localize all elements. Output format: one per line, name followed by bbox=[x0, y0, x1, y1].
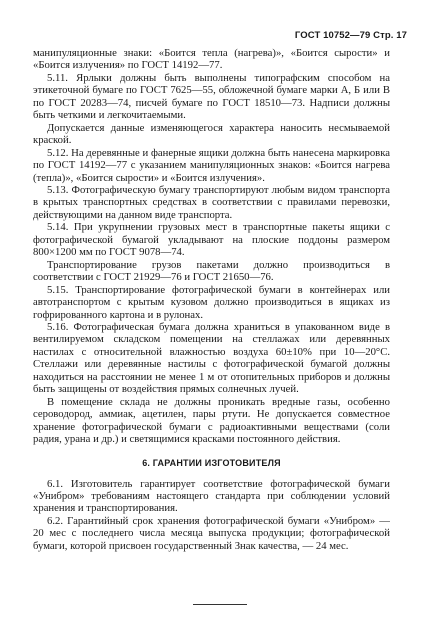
paragraph: В помещение склада не должны проникать вредные газы, особенно сероводород, аммиак, ацетилен, пары ртути. Не допускается совместное хранение фотографической бумаги с радиоактивными веществами (соли радия, урана и др.) и светящимися красками постоянного действия. bbox=[33, 395, 390, 446]
section-title: 6. ГАРАНТИИ ИЗГОТОВИТЕЛЯ bbox=[142, 457, 281, 468]
paragraph: Допускается данные изменяющегося характера наносить несмываемой краской. bbox=[33, 121, 390, 147]
paragraph: 5.13. Фотографическую бумагу транспортируют любым видом транспорта в крытых транспортных средствах в соответствии с правилами перевозки, действующими на данном виде транспорта. bbox=[33, 183, 390, 221]
paragraph: 5.16. Фотографическая бумага должна храниться в упакованном виде в вентилируемом складском помещении на стеллажах или деревянных настилах с относительной влажностью воздуха 60±10% при 10—20°С. Стеллажи или деревянные настилы с фотографической бумагой должны находиться на расстоянии не менее 1 м от отопительных приборов и должны быть защищены от воздействия прямых солнечных лучей. bbox=[33, 320, 390, 396]
end-rule bbox=[193, 604, 247, 605]
paragraph: 5.12. На деревянные и фанерные ящики должна быть нанесена маркировка по ГОСТ 14192—77 с указанием манипуляционных знаков: «Боится нагрева (тепла)», «Боится сырости» и «Боится излучения». bbox=[33, 146, 390, 184]
paragraph: манипуляционные знаки: «Боится тепла (нагрева)», «Боится сырости» и «Боится излучения» по ГОСТ 14192—77. bbox=[33, 47, 390, 72]
paragraph: 6.2. Гарантийный срок хранения фотографической бумаги «Унибром» — 20 мес с последнего числа месяца выпуска продукции; фотографической бумаги, которой присвоен государственный Знак качества, — 24 мес. bbox=[33, 514, 390, 552]
page-header: ГОСТ 10752—79 Стр. 17 bbox=[294, 30, 407, 41]
paragraph: 5.15. Транспортирование фотографической бумаги в контейнерах или автотранспортом с крытым кузовом должно производиться в ящиках из гофрированного картона и в рулонах. bbox=[33, 283, 390, 321]
paragraph: Транспортирование грузов пакетами должно производиться в соответствии с ГОСТ 21929—76 и ГОСТ 21650—76. bbox=[33, 258, 390, 284]
paragraphs-bottom bbox=[33, 478, 390, 553]
paragraph: 5.14. При укрупнении грузовых мест в транспортные пакеты ящики с фотографической бумагой укладывают на плоские поддоны размером 800×1200 мм по ГОСТ 9078—74. bbox=[33, 221, 390, 259]
paragraph: 6.1. Изготовитель гарантирует соответствие фотографической бумаги «Унибром» требованиям настоящего стандарта при соблюдении условий хранения и транспортирования. bbox=[33, 477, 390, 515]
paragraph: 5.11. Ярлыки должны быть выполнены типографским способом на этикеточной бумаге по ГОСТ 7625—55, обложечной бумаге марки А, Б или В по ГОСТ 20283—74, писчей бумаге по ГОСТ 18510—73. Надписи должны быть четкими и легкочитаемыми. bbox=[33, 71, 390, 122]
document-body bbox=[33, 47, 390, 552]
paragraphs-top bbox=[33, 47, 390, 446]
